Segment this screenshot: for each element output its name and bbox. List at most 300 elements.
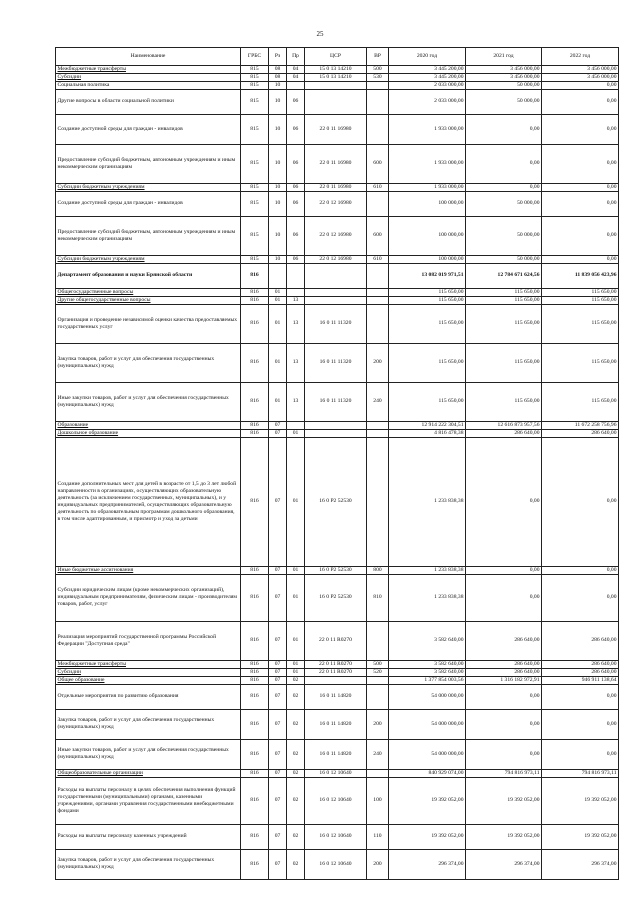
cell-grbs: 816 bbox=[241, 660, 269, 668]
cell-vr: 520 bbox=[367, 668, 389, 676]
cell-2022: 0,00 bbox=[542, 684, 619, 709]
cell-csr bbox=[305, 421, 367, 429]
table-row bbox=[56, 709, 619, 739]
cell-2021: 0,00 bbox=[466, 574, 542, 621]
table-row bbox=[56, 660, 619, 668]
cell-csr: 16 0 P2 52530 bbox=[305, 437, 367, 566]
cell-2020: 54 000 000,00 bbox=[389, 739, 466, 769]
cell-csr: 16 0 P2 52530 bbox=[305, 574, 367, 621]
cell-vr bbox=[367, 421, 389, 429]
cell-2022: 286 640,00 bbox=[542, 621, 619, 660]
cell-2022: 3 456 000,00 bbox=[542, 66, 619, 74]
cell-2022: 0,00 bbox=[542, 144, 619, 183]
cell-pr: 06 bbox=[287, 216, 305, 255]
cell-vr bbox=[367, 89, 389, 114]
cell-vr: 500 bbox=[367, 66, 389, 74]
cell-name: Дошкольное образование bbox=[56, 429, 241, 437]
table-row bbox=[56, 777, 619, 824]
cell-grbs: 816 bbox=[241, 437, 269, 566]
cell-csr bbox=[305, 81, 367, 89]
cell-2020: 100 000,00 bbox=[389, 255, 466, 263]
cell-2020: 4 816 478,38 bbox=[389, 429, 466, 437]
cell-grbs: 816 bbox=[241, 382, 269, 421]
cell-2021: 50 000,00 bbox=[466, 216, 542, 255]
cell-grbs: 816 bbox=[241, 304, 269, 343]
cell-grbs: 816 bbox=[241, 263, 269, 288]
cell-2020: 1 233 838,38 bbox=[389, 437, 466, 566]
cell-rz: 07 bbox=[269, 777, 287, 824]
table-row bbox=[56, 114, 619, 144]
cell-vr: 800 bbox=[367, 566, 389, 574]
cell-pr bbox=[287, 288, 305, 296]
cell-2022: 794 816 973,11 bbox=[542, 769, 619, 777]
cell-vr bbox=[367, 114, 389, 144]
cell-vr: 500 bbox=[367, 660, 389, 668]
cell-2021: 3 456 000,00 bbox=[466, 66, 542, 74]
table-row bbox=[56, 668, 619, 676]
table-row bbox=[56, 89, 619, 114]
cell-rz: 10 bbox=[269, 191, 287, 216]
cell-2021: 0,00 bbox=[466, 739, 542, 769]
cell-vr: 610 bbox=[367, 255, 389, 263]
cell-2022: 115 650,00 bbox=[542, 304, 619, 343]
cell-rz: 07 bbox=[269, 676, 287, 684]
cell-csr: 16 0 12 10640 bbox=[305, 849, 367, 879]
table-row bbox=[56, 288, 619, 296]
header-pr: Пр bbox=[287, 48, 305, 66]
cell-2021: 115 650,00 bbox=[466, 382, 542, 421]
cell-vr bbox=[367, 429, 389, 437]
cell-2021: 794 816 973,11 bbox=[466, 769, 542, 777]
cell-pr: 02 bbox=[287, 849, 305, 879]
cell-2020: 3 445 200,00 bbox=[389, 66, 466, 74]
cell-name: Организация и проведение независимой оценки качества предоставляемых государственных услуг bbox=[56, 304, 241, 343]
cell-rz: 07 bbox=[269, 566, 287, 574]
cell-2021: 12 616 873 957,56 bbox=[466, 421, 542, 429]
cell-2020: 1 377 854 003,56 bbox=[389, 676, 466, 684]
cell-2022: 115 650,00 bbox=[542, 288, 619, 296]
cell-2020: 115 650,00 bbox=[389, 288, 466, 296]
cell-name: Субсидии bbox=[56, 668, 241, 676]
cell-2020: 12 914 222 304,51 bbox=[389, 421, 466, 429]
cell-2022: 946 911 138,64 bbox=[542, 676, 619, 684]
cell-rz: 07 bbox=[269, 769, 287, 777]
cell-rz: 01 bbox=[269, 288, 287, 296]
cell-name: Межбюджетные трансферты bbox=[56, 66, 241, 74]
cell-2022: 0,00 bbox=[542, 709, 619, 739]
cell-2020: 54 000 000,00 bbox=[389, 709, 466, 739]
cell-name: Закупка товаров, работ и услуг для обеспечения государственных (муниципальных) нужд bbox=[56, 849, 241, 879]
cell-csr: 16 0 11 11320 bbox=[305, 304, 367, 343]
cell-pr: 13 bbox=[287, 343, 305, 382]
cell-csr: 16 0 P2 52530 bbox=[305, 566, 367, 574]
cell-2022: 286 640,00 bbox=[542, 668, 619, 676]
cell-pr: 02 bbox=[287, 684, 305, 709]
cell-pr: 02 bbox=[287, 824, 305, 849]
cell-2022: 0,00 bbox=[542, 89, 619, 114]
cell-2021: 0,00 bbox=[466, 709, 542, 739]
header-vr: ВР bbox=[367, 48, 389, 66]
cell-grbs: 816 bbox=[241, 566, 269, 574]
cell-pr: 01 bbox=[287, 574, 305, 621]
cell-pr: 02 bbox=[287, 739, 305, 769]
cell-2020: 2 033 000,00 bbox=[389, 89, 466, 114]
cell-rz: 01 bbox=[269, 382, 287, 421]
cell-2021: 286 640,00 bbox=[466, 429, 542, 437]
cell-rz: 08 bbox=[269, 73, 287, 81]
cell-2022: 115 650,00 bbox=[542, 296, 619, 304]
cell-rz: 10 bbox=[269, 89, 287, 114]
table-row bbox=[56, 343, 619, 382]
cell-grbs: 816 bbox=[241, 343, 269, 382]
cell-2022: 0,00 bbox=[542, 81, 619, 89]
cell-pr bbox=[287, 421, 305, 429]
cell-pr: 02 bbox=[287, 709, 305, 739]
cell-vr bbox=[367, 296, 389, 304]
cell-rz: 07 bbox=[269, 849, 287, 879]
cell-csr: 16 0 11 14820 bbox=[305, 684, 367, 709]
cell-name: Отдельные мероприятия по развитию образования bbox=[56, 684, 241, 709]
cell-name: Иные закупки товаров, работ и услуг для обеспечения государственных (муниципальных) нужд bbox=[56, 382, 241, 421]
cell-rz: 07 bbox=[269, 621, 287, 660]
cell-vr: 100 bbox=[367, 777, 389, 824]
cell-2020: 3 582 640,00 bbox=[389, 660, 466, 668]
cell-pr: 01 bbox=[287, 437, 305, 566]
cell-2021: 286 640,00 bbox=[466, 660, 542, 668]
table-row bbox=[56, 566, 619, 574]
cell-2020: 100 000,00 bbox=[389, 191, 466, 216]
cell-grbs: 816 bbox=[241, 288, 269, 296]
table-row bbox=[56, 216, 619, 255]
cell-vr: 530 bbox=[367, 73, 389, 81]
cell-name: Образование bbox=[56, 421, 241, 429]
table-row bbox=[56, 296, 619, 304]
table-row bbox=[56, 191, 619, 216]
cell-2022: 115 650,00 bbox=[542, 382, 619, 421]
cell-name: Создание дополнительных мест для детей в возрасте от 1,5 до 3 лет любой направленности в организациях, осуществляющих образовательную деятельность (за исключением государственных, муниципальных), и у индивидуальных предпринимателей, осуществляющих образовательную деятельность по образовательным программам дошкольного образования, в том числе адаптированным, и присмотр и уход за детьми bbox=[56, 437, 241, 566]
cell-name: Иные бюджетные ассигнования bbox=[56, 566, 241, 574]
cell-pr: 13 bbox=[287, 296, 305, 304]
cell-2022: 0,00 bbox=[542, 255, 619, 263]
cell-vr: 610 bbox=[367, 183, 389, 191]
cell-rz: 10 bbox=[269, 81, 287, 89]
cell-csr: 16 0 11 11320 bbox=[305, 343, 367, 382]
cell-name: Общеобразовательные организации bbox=[56, 769, 241, 777]
cell-vr: 240 bbox=[367, 382, 389, 421]
table-body bbox=[56, 66, 619, 880]
cell-csr: 22 0 11 R0270 bbox=[305, 668, 367, 676]
cell-2021: 286 640,00 bbox=[466, 668, 542, 676]
cell-grbs: 816 bbox=[241, 709, 269, 739]
cell-csr: 16 0 12 10640 bbox=[305, 769, 367, 777]
cell-name: Создание доступной среды для граждан - инвалидов bbox=[56, 191, 241, 216]
cell-vr bbox=[367, 81, 389, 89]
cell-2022: 286 640,00 bbox=[542, 660, 619, 668]
page-number: 25 bbox=[316, 30, 324, 38]
cell-grbs: 815 bbox=[241, 144, 269, 183]
budget-table bbox=[55, 47, 619, 880]
cell-csr: 22 0 11 16980 bbox=[305, 144, 367, 183]
header-2021: 2021 год bbox=[466, 48, 542, 66]
cell-grbs: 816 bbox=[241, 824, 269, 849]
cell-rz: 07 bbox=[269, 739, 287, 769]
table-row bbox=[56, 849, 619, 879]
cell-csr: 22 0 12 16980 bbox=[305, 191, 367, 216]
cell-pr bbox=[287, 81, 305, 89]
cell-vr bbox=[367, 676, 389, 684]
cell-2022: 3 456 000,00 bbox=[542, 73, 619, 81]
header-csr: ЦСР bbox=[305, 48, 367, 66]
cell-name: Предоставление субсидий бюджетным, автономным учреждениям и иным некоммерческим организациям bbox=[56, 216, 241, 255]
cell-vr: 240 bbox=[367, 739, 389, 769]
cell-2021: 50 000,00 bbox=[466, 255, 542, 263]
cell-2020: 3 445 200,00 bbox=[389, 73, 466, 81]
cell-csr bbox=[305, 676, 367, 684]
table-row bbox=[56, 437, 619, 566]
cell-2020: 115 650,00 bbox=[389, 296, 466, 304]
table-row bbox=[56, 66, 619, 74]
cell-pr: 06 bbox=[287, 255, 305, 263]
cell-2021: 0,00 bbox=[466, 114, 542, 144]
cell-2022: 0,00 bbox=[542, 437, 619, 566]
cell-pr: 06 bbox=[287, 183, 305, 191]
cell-2022: 0,00 bbox=[542, 183, 619, 191]
cell-csr: 16 0 11 14820 bbox=[305, 739, 367, 769]
cell-name: Другие вопросы в области социальной политики bbox=[56, 89, 241, 114]
table-row bbox=[56, 81, 619, 89]
cell-2020: 2 033 000,00 bbox=[389, 81, 466, 89]
table-row bbox=[56, 183, 619, 191]
cell-2021: 19 392 052,00 bbox=[466, 777, 542, 824]
cell-pr: 13 bbox=[287, 382, 305, 421]
cell-grbs: 816 bbox=[241, 621, 269, 660]
cell-rz: 07 bbox=[269, 660, 287, 668]
cell-name: Общее образование bbox=[56, 676, 241, 684]
cell-2021: 12 784 671 624,56 bbox=[466, 263, 542, 288]
cell-grbs: 816 bbox=[241, 769, 269, 777]
cell-vr bbox=[367, 621, 389, 660]
table-row bbox=[56, 144, 619, 183]
cell-name: Субсидии bbox=[56, 73, 241, 81]
cell-csr: 16 0 11 14820 bbox=[305, 709, 367, 739]
cell-csr: 15 0 13 14210 bbox=[305, 73, 367, 81]
cell-name: Субсидии бюджетным учреждениям bbox=[56, 183, 241, 191]
header-2022: 2022 год bbox=[542, 48, 619, 66]
cell-2020: 19 392 052,00 bbox=[389, 824, 466, 849]
cell-rz: 10 bbox=[269, 144, 287, 183]
table-row bbox=[56, 382, 619, 421]
cell-grbs: 815 bbox=[241, 66, 269, 74]
cell-csr: 16 0 12 10640 bbox=[305, 824, 367, 849]
cell-vr bbox=[367, 263, 389, 288]
cell-pr: 01 bbox=[287, 660, 305, 668]
cell-rz: 07 bbox=[269, 684, 287, 709]
cell-rz: 08 bbox=[269, 66, 287, 74]
cell-rz: 10 bbox=[269, 183, 287, 191]
table-row bbox=[56, 429, 619, 437]
cell-pr bbox=[287, 263, 305, 288]
cell-grbs: 815 bbox=[241, 216, 269, 255]
table-row bbox=[56, 621, 619, 660]
table-row bbox=[56, 263, 619, 288]
cell-2021: 0,00 bbox=[466, 183, 542, 191]
cell-2022: 11 672 258 756,96 bbox=[542, 421, 619, 429]
cell-rz: 07 bbox=[269, 709, 287, 739]
table-row bbox=[56, 255, 619, 263]
cell-grbs: 815 bbox=[241, 183, 269, 191]
cell-vr: 110 bbox=[367, 824, 389, 849]
cell-name: Расходы на выплаты персоналу казенных учреждений bbox=[56, 824, 241, 849]
cell-name: Реализация мероприятий государственной программы Российской Федерации "Доступная среда" bbox=[56, 621, 241, 660]
cell-2021: 0,00 bbox=[466, 684, 542, 709]
cell-pr: 13 bbox=[287, 304, 305, 343]
cell-pr: 02 bbox=[287, 777, 305, 824]
cell-2020: 1 233 838,38 bbox=[389, 574, 466, 621]
cell-2020: 13 082 019 971,51 bbox=[389, 263, 466, 288]
cell-grbs: 815 bbox=[241, 114, 269, 144]
cell-2022: 296 374,00 bbox=[542, 849, 619, 879]
cell-name: Общегосударственные вопросы bbox=[56, 288, 241, 296]
cell-grbs: 815 bbox=[241, 89, 269, 114]
cell-2021: 50 000,00 bbox=[466, 81, 542, 89]
cell-2020: 115 650,00 bbox=[389, 343, 466, 382]
cell-grbs: 816 bbox=[241, 574, 269, 621]
table-row bbox=[56, 684, 619, 709]
cell-pr: 02 bbox=[287, 676, 305, 684]
cell-2022: 0,00 bbox=[542, 574, 619, 621]
cell-name: Департамент образования и науки Брянской области bbox=[56, 263, 241, 288]
cell-csr bbox=[305, 89, 367, 114]
cell-2022: 0,00 bbox=[542, 216, 619, 255]
cell-2020: 100 000,00 bbox=[389, 216, 466, 255]
cell-2021: 115 650,00 bbox=[466, 343, 542, 382]
cell-2021: 50 000,00 bbox=[466, 191, 542, 216]
cell-rz: 07 bbox=[269, 421, 287, 429]
cell-grbs: 816 bbox=[241, 684, 269, 709]
cell-name: Другие общегосударственные вопросы bbox=[56, 296, 241, 304]
table-row bbox=[56, 73, 619, 81]
cell-2021: 0,00 bbox=[466, 144, 542, 183]
cell-2020: 1 933 000,00 bbox=[389, 183, 466, 191]
cell-rz: 07 bbox=[269, 668, 287, 676]
cell-rz: 10 bbox=[269, 216, 287, 255]
cell-2022: 286 640,00 bbox=[542, 429, 619, 437]
table-row bbox=[56, 739, 619, 769]
cell-2020: 1 933 000,00 bbox=[389, 114, 466, 144]
cell-rz: 07 bbox=[269, 437, 287, 566]
cell-2022: 115 650,00 bbox=[542, 343, 619, 382]
cell-2022: 11 839 056 423,96 bbox=[542, 263, 619, 288]
cell-name: Расходы на выплаты персоналу в целях обеспечения выполнения функций государственными (муниципальными) органами, казенными учреждениями, органами управления государственными внебюджетными фондами bbox=[56, 777, 241, 824]
cell-2020: 1 233 838,38 bbox=[389, 566, 466, 574]
cell-name: Межбюджетные трансферты bbox=[56, 660, 241, 668]
cell-grbs: 816 bbox=[241, 849, 269, 879]
table-row bbox=[56, 421, 619, 429]
cell-csr bbox=[305, 296, 367, 304]
cell-grbs: 816 bbox=[241, 739, 269, 769]
cell-2020: 840 929 074,00 bbox=[389, 769, 466, 777]
table-row bbox=[56, 676, 619, 684]
cell-csr: 22 0 12 16980 bbox=[305, 216, 367, 255]
cell-csr: 16 0 12 10640 bbox=[305, 777, 367, 824]
cell-2021: 115 650,00 bbox=[466, 296, 542, 304]
cell-2022: 19 392 052,00 bbox=[542, 824, 619, 849]
cell-csr: 22 0 11 R0270 bbox=[305, 621, 367, 660]
cell-vr: 600 bbox=[367, 216, 389, 255]
cell-grbs: 815 bbox=[241, 191, 269, 216]
cell-vr: 600 bbox=[367, 144, 389, 183]
cell-grbs: 816 bbox=[241, 429, 269, 437]
cell-csr bbox=[305, 263, 367, 288]
cell-grbs: 816 bbox=[241, 676, 269, 684]
cell-2020: 19 392 052,00 bbox=[389, 777, 466, 824]
table-row bbox=[56, 769, 619, 777]
cell-grbs: 816 bbox=[241, 777, 269, 824]
cell-vr: 200 bbox=[367, 709, 389, 739]
cell-pr: 04 bbox=[287, 66, 305, 74]
cell-grbs: 815 bbox=[241, 255, 269, 263]
cell-csr: 22 0 11 R0270 bbox=[305, 660, 367, 668]
cell-vr bbox=[367, 191, 389, 216]
table-row bbox=[56, 304, 619, 343]
cell-2021: 50 000,00 bbox=[466, 89, 542, 114]
cell-2021: 0,00 bbox=[466, 437, 542, 566]
cell-name: Субсидии бюджетным учреждениям bbox=[56, 255, 241, 263]
cell-rz: 07 bbox=[269, 574, 287, 621]
cell-2020: 115 650,00 bbox=[389, 382, 466, 421]
cell-2020: 54 000 000,00 bbox=[389, 684, 466, 709]
cell-grbs: 816 bbox=[241, 421, 269, 429]
cell-pr: 06 bbox=[287, 114, 305, 144]
cell-csr bbox=[305, 429, 367, 437]
cell-name: Социальная политика bbox=[56, 81, 241, 89]
cell-2020: 3 582 640,00 bbox=[389, 668, 466, 676]
cell-rz bbox=[269, 263, 287, 288]
header-2020: 2020 год bbox=[389, 48, 466, 66]
cell-rz: 01 bbox=[269, 304, 287, 343]
cell-2020: 1 933 000,00 bbox=[389, 144, 466, 183]
cell-2021: 115 650,00 bbox=[466, 304, 542, 343]
cell-rz: 10 bbox=[269, 114, 287, 144]
cell-2021: 286 640,00 bbox=[466, 621, 542, 660]
cell-csr: 22 0 11 16980 bbox=[305, 183, 367, 191]
cell-2021: 1 316 182 972,91 bbox=[466, 676, 542, 684]
cell-rz: 01 bbox=[269, 343, 287, 382]
cell-2020: 3 582 640,00 bbox=[389, 621, 466, 660]
cell-pr: 01 bbox=[287, 668, 305, 676]
cell-csr: 22 0 11 16980 bbox=[305, 114, 367, 144]
cell-name: Иные закупки товаров, работ и услуг для обеспечения государственных (муниципальных) нужд bbox=[56, 739, 241, 769]
cell-name: Закупка товаров, работ и услуг для обеспечения государственных (муниципальных) нужд bbox=[56, 343, 241, 382]
cell-vr bbox=[367, 769, 389, 777]
cell-rz: 10 bbox=[269, 255, 287, 263]
header-name: Наименование bbox=[56, 48, 241, 66]
cell-pr: 01 bbox=[287, 566, 305, 574]
cell-2021: 0,00 bbox=[466, 566, 542, 574]
cell-name: Создание доступной среды для граждан - инвалидов bbox=[56, 114, 241, 144]
cell-2020: 296 374,00 bbox=[389, 849, 466, 879]
cell-pr: 06 bbox=[287, 89, 305, 114]
cell-pr: 04 bbox=[287, 73, 305, 81]
table-row bbox=[56, 574, 619, 621]
cell-2021: 3 456 000,00 bbox=[466, 73, 542, 81]
cell-2022: 19 392 052,00 bbox=[542, 777, 619, 824]
cell-pr: 06 bbox=[287, 144, 305, 183]
cell-vr bbox=[367, 684, 389, 709]
cell-vr: 200 bbox=[367, 343, 389, 382]
cell-2022: 0,00 bbox=[542, 114, 619, 144]
cell-2022: 0,00 bbox=[542, 739, 619, 769]
